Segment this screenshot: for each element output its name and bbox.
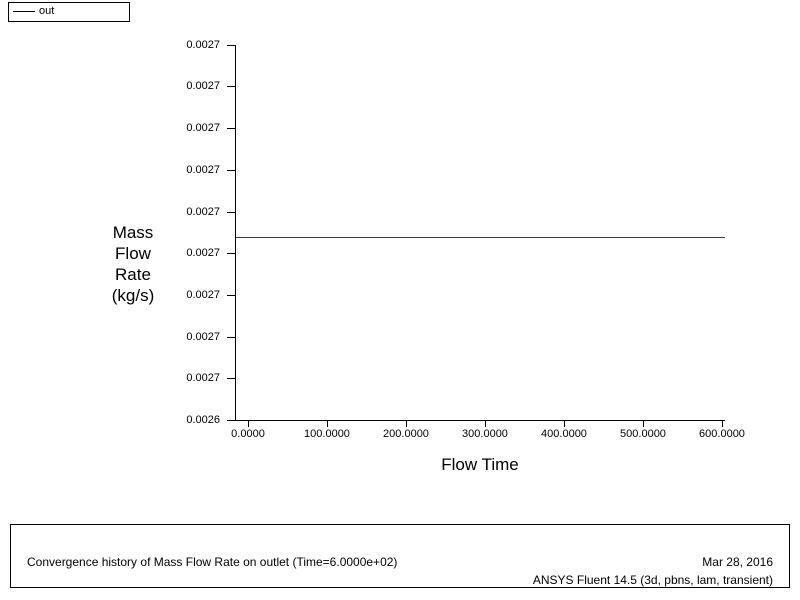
footer-date: Mar 28, 2016 [702, 555, 773, 569]
y-tick-mark [227, 295, 235, 296]
x-tick-label: 500.0000 [620, 428, 666, 440]
y-tick-mark [227, 212, 235, 213]
y-tick-label: 0.0027 [186, 331, 220, 343]
x-tick-mark [248, 420, 249, 427]
y-tick-mark [227, 253, 235, 254]
y-tick-label: 0.0027 [186, 289, 220, 301]
footer-solver-info: ANSYS Fluent 14.5 (3d, pbns, lam, transient) [532, 573, 773, 587]
x-tick-mark [406, 420, 407, 427]
x-tick-label: 0.0000 [231, 428, 265, 440]
y-tick-mark [227, 86, 235, 87]
y-tick-label: 0.0027 [186, 206, 220, 218]
y-axis-title-line-3: Rate [115, 265, 151, 284]
y-tick-label: 0.0027 [186, 164, 220, 176]
y-tick-mark [227, 170, 235, 171]
x-axis-line [235, 420, 725, 421]
x-tick-label: 300.0000 [462, 428, 508, 440]
x-tick-label: 600.0000 [699, 428, 745, 440]
x-axis-title: Flow Time [441, 455, 519, 474]
x-tick-mark [564, 420, 565, 427]
y-tick-mark [227, 337, 235, 338]
y-tick-label: 0.0027 [186, 372, 220, 384]
y-tick-label: 0.0027 [186, 80, 220, 92]
y-tick-label: 0.0026 [186, 414, 220, 426]
x-tick-mark [643, 420, 644, 427]
series-line-out [236, 237, 725, 238]
y-axis-title [78, 222, 188, 306]
y-axis-line [235, 45, 725, 420]
y-tick-label: 0.0027 [186, 39, 220, 51]
y-axis-title-line-1: Mass [112, 223, 154, 242]
legend-label: out [39, 5, 55, 17]
x-tick-label: 200.0000 [383, 428, 429, 440]
x-tick-mark [722, 420, 723, 427]
footer-caption: Convergence history of Mass Flow Rate on outlet (Time=6.0000e+02) [27, 555, 398, 569]
x-tick-label: 400.0000 [541, 428, 587, 440]
y-tick-label: 0.0027 [186, 247, 220, 259]
y-tick-mark [227, 420, 235, 421]
footer-box [10, 524, 790, 588]
y-tick-label: 0.0027 [186, 122, 220, 134]
x-tick-mark [485, 420, 486, 427]
x-tick-label: 100.0000 [304, 428, 350, 440]
y-axis-title-line-2: Flow [115, 244, 151, 263]
y-axis-title-line-4: (kg/s) [111, 286, 155, 305]
y-tick-mark [227, 378, 235, 379]
y-tick-mark [227, 128, 235, 129]
x-tick-mark [327, 420, 328, 427]
y-tick-mark [227, 45, 235, 46]
